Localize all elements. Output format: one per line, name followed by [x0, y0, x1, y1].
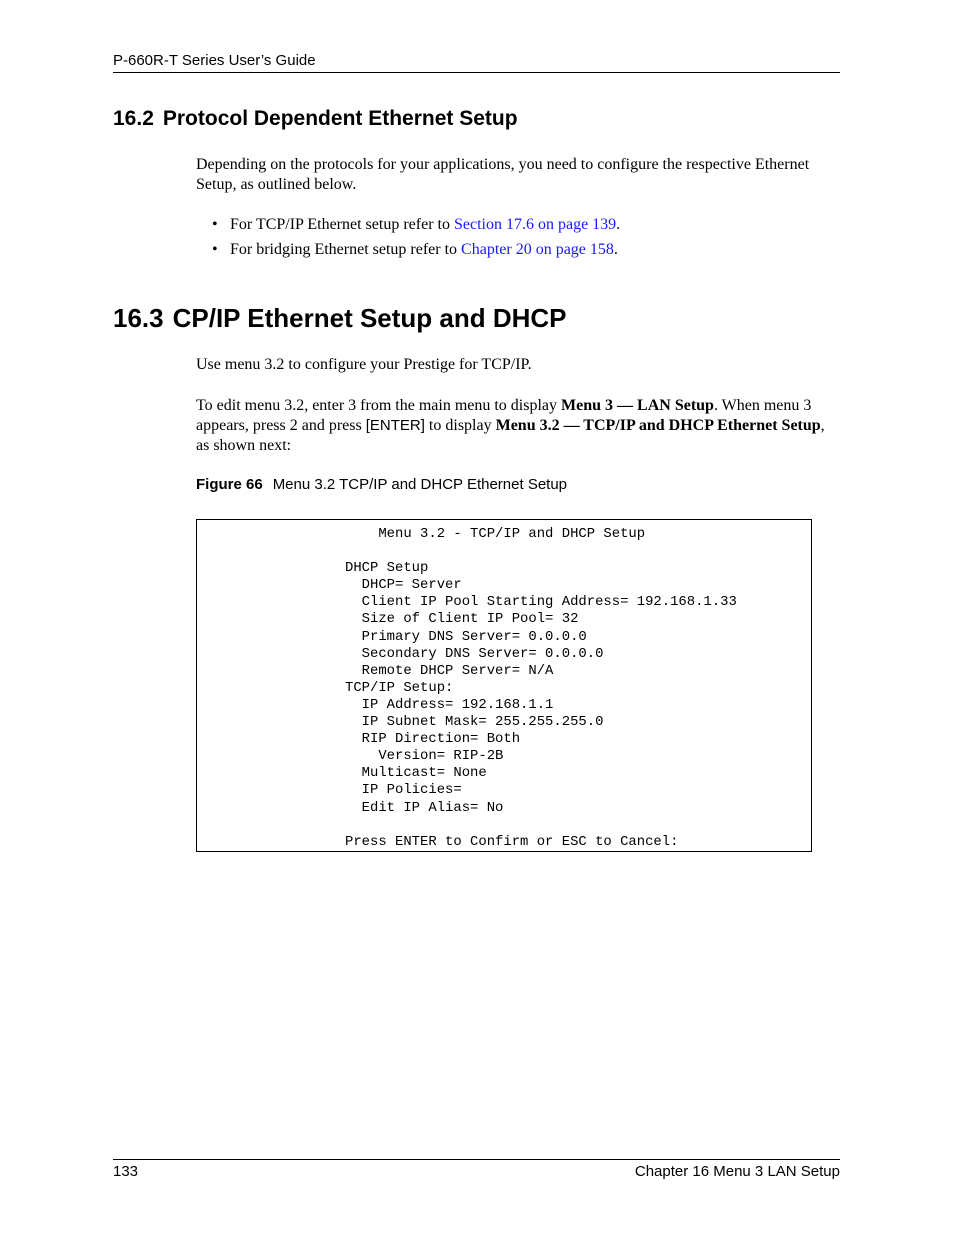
- section-number: 16.2: [113, 107, 154, 130]
- terminal-line: Remote DHCP Server= N/A: [345, 662, 554, 679]
- terminal-line: IP Policies=: [345, 782, 462, 799]
- terminal-line: Primary DNS Server= 0.0.0.0: [345, 628, 587, 645]
- page-footer: [113, 1159, 840, 1181]
- terminal-line: Menu 3.2 - TCP/IP and DHCP Setup: [345, 526, 646, 542]
- terminal-line: Secondary DNS Server= 0.0.0.0: [345, 645, 604, 662]
- list-item-end: .: [613, 241, 618, 258]
- section-16-3-para-2: [196, 396, 841, 456]
- section-number: 16.3: [113, 303, 164, 333]
- list-item-text: For TCP/IP Ethernet setup refer to: [230, 216, 454, 233]
- figure-caption-text: Menu 3.2 TCP/IP and DHCP Ethernet Setup: [272, 476, 568, 493]
- list-item-text: For bridging Ethernet setup refer to: [230, 241, 462, 258]
- list-item: [212, 215, 832, 235]
- terminal-line: Press ENTER to Confirm or ESC to Cancel:: [345, 833, 679, 850]
- terminal-line: DHCP= Server: [345, 577, 462, 594]
- terminal-line: RIP Direction= Both: [345, 731, 521, 748]
- terminal-line: Multicast= None: [345, 765, 487, 782]
- terminal-line: IP Subnet Mask= 255.255.255.0: [345, 714, 604, 731]
- menu-3-2-reference: Menu 3.2 — TCP/IP and DHCP Ethernet Setup: [495, 417, 821, 434]
- figure-caption: [196, 476, 567, 494]
- terminal-line: Edit IP Alias= No: [345, 799, 504, 816]
- terminal-line: Size of Client IP Pool= 32: [345, 611, 579, 628]
- para-text: To edit menu 3.2, enter 3 from the main menu to display: [196, 397, 562, 414]
- terminal-line: DHCP Setup: [345, 560, 429, 577]
- section-16-2-intro: Depending on the protocols for your applications, you need to configure the respective Ethernet Setup, as outlined below.: [196, 156, 810, 193]
- figure-label: Figure 66: [196, 476, 263, 493]
- page-number: 133: [113, 1163, 139, 1180]
- enter-key-label: [ENTER]: [365, 417, 425, 434]
- para-text: , as shown next:: [196, 417, 825, 454]
- section-title: CP/IP Ethernet Setup and DHCP: [172, 303, 567, 333]
- section-title: Protocol Dependent Ethernet Setup: [162, 107, 518, 130]
- page-header: [113, 52, 840, 73]
- section-16-2-heading: [113, 106, 518, 132]
- bullet-icon: •: [212, 241, 218, 258]
- list-item: [212, 240, 832, 260]
- terminal-line: IP Address= 192.168.1.1: [345, 696, 554, 713]
- para-text: . When menu 3 appears, press 2 and press: [196, 397, 812, 434]
- bullet-icon: •: [212, 216, 218, 233]
- header-title: P-660R-T Series User’s Guide: [113, 52, 316, 69]
- section-17-6-link[interactable]: Section 17.6 on page 139: [453, 216, 617, 233]
- list-item-end: .: [616, 216, 621, 233]
- terminal-screen: [196, 519, 812, 852]
- terminal-text: [345, 526, 737, 851]
- setup-reference-list: [212, 215, 832, 265]
- chapter-20-link[interactable]: Chapter 20 on page 158: [461, 241, 614, 258]
- section-16-3-para-1: Use menu 3.2 to configure your Prestige for TCP/IP.: [196, 356, 532, 373]
- footer-chapter: Chapter 16 Menu 3 LAN Setup: [634, 1163, 840, 1180]
- terminal-line: Version= RIP-2B: [345, 748, 504, 765]
- terminal-line: TCP/IP Setup:: [345, 679, 454, 696]
- section-16-3-heading: [113, 302, 567, 334]
- menu-3-reference: Menu 3 — LAN Setup: [561, 397, 714, 414]
- para-text: to display: [424, 417, 496, 434]
- terminal-line: Client IP Pool Starting Address= 192.168.1.33: [345, 594, 737, 611]
